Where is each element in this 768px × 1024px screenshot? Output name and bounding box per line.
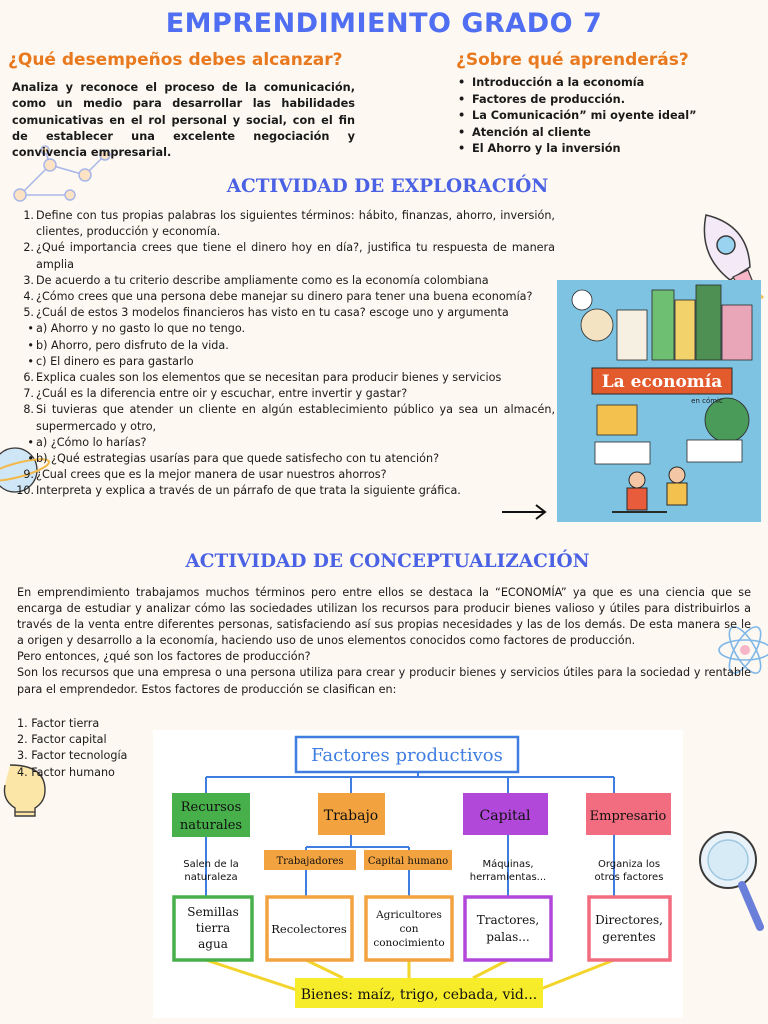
performance-heading: ¿Qué desempeños debes alcanzar?: [8, 50, 343, 70]
conceptualization-title: ACTIVIDAD DE CONCEPTUALIZACIÓN: [185, 551, 590, 572]
subcategory-label: Trabajadores: [276, 856, 344, 867]
topic-item: • El Ahorro y la inversión: [458, 141, 758, 158]
list-item: • b) Ahorro, pero disfruto de la vida.: [27, 338, 229, 352]
list-item: 8. Si tuvieras que atender un cliente en algún establecimiento público ya sea un almacén, supermercado y otro,: [23, 403, 555, 433]
example-label: tierra: [195, 921, 231, 935]
example-label: Agricultores: [376, 909, 442, 921]
example-label: conocimiento: [373, 937, 445, 949]
subcategory-label: Capital humano: [367, 856, 449, 867]
comic-title: La economía: [601, 372, 723, 392]
category-label: Recursos: [180, 800, 242, 815]
list-item: 1. Factor tierra: [17, 717, 100, 730]
list-item: 3. De acuerdo a tu criterio describe ampliamente como es la economía colombiana: [23, 273, 489, 287]
topic-item: • Introducción a la economía: [458, 75, 758, 92]
topic-item: • Factores de producción.: [458, 92, 758, 109]
category-label: Trabajo: [323, 808, 379, 824]
exploration-title: ACTIVIDAD DE EXPLORACIÓN: [226, 176, 549, 197]
category-label: naturales: [179, 818, 243, 833]
list-item: • b) ¿Qué estrategias usarías para que quede satisfecho con tu atención?: [27, 452, 440, 466]
factors-diagram: [153, 730, 683, 1018]
list-item: 9. ¿Cual crees que es la mejor manera de usar nuestros ahorros?: [23, 468, 387, 482]
question-list: [10, 208, 555, 500]
example-label: Semillas: [187, 905, 239, 919]
category-note: naturaleza: [184, 872, 238, 883]
category-label: Empresario: [589, 809, 667, 824]
performance-text: Analiza y reconoce el proceso de la comunicación, como un medio para desarrollar las habilidades comunicativas en el rol personal y social, con el fin de establecer una excelente negociación y convivencia empresarial.: [12, 81, 355, 160]
learning-heading: ¿Sobre qué aprenderás?: [456, 50, 689, 70]
list-item: • a) Ahorro y no gasto lo que no tengo.: [27, 322, 246, 336]
example-label: con: [399, 923, 419, 935]
category-label: Capital: [479, 808, 531, 824]
conceptualization-text: [17, 585, 751, 698]
list-item: • c) El dinero es para gastarlo: [27, 354, 194, 368]
topic-item: • La Comunicación” mi oyente ideal”: [458, 108, 758, 125]
arrow-right-icon: [500, 502, 548, 522]
paragraph: En emprendimiento trabajamos muchos términos pero entre ellos se destaca la “ECONOMÍA” ya que es una ciencia que se encarga de estudiar y analizar cómo las sociedades utilizan los recursos para producir bienes valioso y útiles para distribuirlos a través de la venta entre diferentes personas, satisfaciendo así sus propias necesidades y las de los demás. De esta manera se le a origen y desarrollo a la economía, haciendo uso de unos elementos conocidos como factores de producción.: [17, 586, 751, 648]
list-item: • a) ¿Cómo lo harías?: [27, 435, 147, 449]
example-label: agua: [198, 937, 228, 951]
category-note: Organiza los: [597, 859, 661, 870]
topic-item: • Atención al cliente: [458, 125, 758, 142]
example-label: Tractores,: [476, 913, 540, 927]
paragraph: Son los recursos que una empresa o una persona utiliza para crear y producir bienes y servicios útiles para la sociedad y rentable para el emprendedor. Estos factores de producción se clasifican en:: [17, 666, 751, 696]
list-item: 5. ¿Cuál de estos 3 modelos financieros has visto en tu casa? escoge uno y argumenta: [23, 306, 509, 320]
list-item: 7. ¿Cuál es la diferencia entre oir y escuchar, entre invertir y gastar?: [23, 387, 408, 401]
goods-label: Bienes: maíz, trigo, cebada, vid...: [300, 987, 538, 1003]
list-item: 4. ¿Cómo crees que una persona debe manejar su dinero para tener una buena economía?: [23, 290, 533, 304]
example-label: Recolectores: [271, 922, 347, 936]
category-note: Máquinas,: [482, 859, 534, 870]
paragraph: Pero entonces, ¿qué son los factores de producción?: [17, 650, 311, 664]
magnifying-glass-icon: [690, 815, 768, 935]
category-note: herramientas...: [469, 872, 547, 883]
list-item: 1. Define con tus propias palabras los siguientes términos: hábito, finanzas, ahorro, inversión, clientes, producción y economía.: [23, 209, 555, 239]
list-item: 3. Factor tecnología: [17, 749, 128, 763]
list-item: 4. Factor humano: [17, 765, 115, 779]
example-label: gerentes: [602, 930, 656, 944]
list-item: 2. ¿Qué importancia crees que tiene el dinero hoy en día?, justifica tu respuesta de manera amplia: [23, 241, 555, 271]
list-item: 10. Interpreta y explica a través de un párrafo de que trata la siguiente gráfica.: [16, 484, 461, 498]
list-item: 2. Factor capital: [17, 733, 107, 747]
example-label: palas...: [486, 930, 530, 944]
example-label: Directores,: [595, 913, 663, 927]
page-title: EMPRENDIMIENTO GRADO 7: [165, 8, 603, 39]
list-item: 6. Explica cuales son los elementos que se necesitan para producir bienes y servicios: [23, 371, 502, 385]
category-note: otros factores: [594, 872, 664, 883]
topics-list: [458, 75, 758, 158]
comic-subtitle: en cómic: [691, 397, 723, 405]
category-note: Salen de la: [183, 859, 239, 870]
diagram-title: Factores productivos: [311, 745, 503, 766]
factors-list: [17, 716, 157, 781]
comic-cover-image: [557, 280, 761, 522]
